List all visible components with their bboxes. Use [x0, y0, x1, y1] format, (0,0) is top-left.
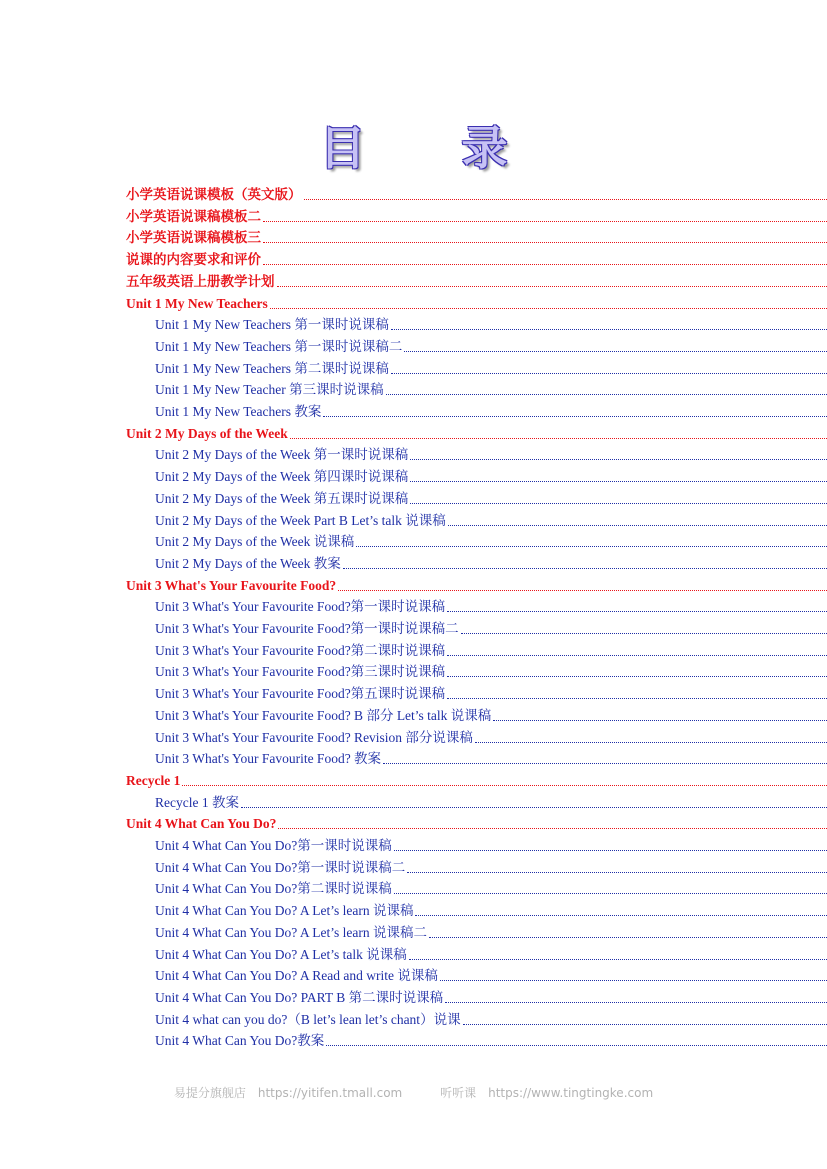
- toc-entry-text: 小学英语说课稿模板二: [126, 208, 261, 224]
- toc-heading[interactable]: [126, 293, 827, 314]
- toc-entry-text: Unit 4 what can you do?（B let’s lean let’s chant）说课: [155, 1011, 461, 1027]
- toc-entry[interactable]: [155, 531, 827, 552]
- toc-entry-text: Unit 4 What Can You Do?第一课时说课稿: [155, 838, 392, 853]
- dot-leader: [448, 524, 827, 526]
- toc-heading[interactable]: [126, 184, 827, 205]
- toc-entry-text: Recycle 1 教案: [155, 794, 239, 810]
- toc-entry-text: Unit 3 What's Your Favourite Food?第一课时说课稿二: [155, 621, 459, 636]
- dot-leader: [415, 914, 827, 916]
- dot-leader: [270, 307, 827, 309]
- toc-entry[interactable]: [155, 661, 827, 682]
- toc-entry-text: Unit 2 My Days of the Week 教案: [155, 555, 341, 571]
- footer-left-name: 易提分旗舰店: [173, 1086, 246, 1100]
- toc-entry-text: Unit 3 What's Your Favourite Food?第二课时说课稿: [155, 642, 446, 658]
- toc-entry[interactable]: [155, 683, 827, 704]
- toc-entry-text: Recycle 1: [126, 772, 181, 788]
- toc-entry-text: Unit 3 What's Your Favourite Food?第三课时说课稿: [155, 664, 446, 680]
- toc-entry-text: Unit 1 My New Teachers 教案: [155, 404, 322, 419]
- toc-entry[interactable]: [155, 748, 827, 769]
- toc-entry[interactable]: [155, 618, 827, 639]
- dot-leader: [440, 979, 827, 981]
- dot-leader: [493, 719, 827, 721]
- toc-entry[interactable]: [155, 466, 827, 487]
- toc-entry-text: Unit 4 What Can You Do? A Let’s talk 说课稿: [155, 946, 407, 962]
- toc-entry[interactable]: [155, 944, 827, 965]
- toc-entry-text: Unit 3 What's Your Favourite Food?第五课时说课稿: [155, 686, 446, 702]
- dot-leader: [277, 285, 827, 287]
- toc-entry[interactable]: [155, 401, 827, 422]
- toc-heading[interactable]: [126, 770, 827, 791]
- dot-leader: [386, 393, 827, 395]
- toc-entry-text: 小学英语说课模板（英文版）: [126, 187, 302, 202]
- toc-entry-text: Unit 3 What's Your Favourite Food? 教案: [155, 751, 382, 767]
- toc-entry-text: 小学英语说课稿模板三: [126, 230, 261, 246]
- toc-entry[interactable]: [155, 922, 827, 943]
- footer-left-url[interactable]: https://yitifen.tmall.com: [257, 1086, 403, 1100]
- toc-entry[interactable]: [155, 553, 827, 574]
- toc-entry[interactable]: [155, 878, 827, 899]
- footer-right-name: 听听课: [440, 1086, 477, 1100]
- toc-entry-text: Unit 4 What Can You Do?第二课时说课稿: [155, 881, 392, 897]
- toc-entry[interactable]: [155, 640, 827, 661]
- toc-entry-text: Unit 2 My Days of the Week 说课稿: [155, 534, 355, 550]
- dot-leader: [475, 741, 827, 743]
- toc-entry-text: Unit 1 My New Teachers: [126, 295, 268, 311]
- toc-entry-text: 五年级英语上册教学计划: [126, 273, 275, 289]
- dot-leader: [404, 350, 827, 352]
- toc-heading[interactable]: [126, 249, 827, 270]
- dot-leader: [461, 632, 827, 634]
- dot-leader: [391, 372, 827, 374]
- dot-leader: [323, 415, 827, 417]
- toc-entry-text: Unit 4 What Can You Do?: [126, 816, 277, 832]
- toc-entry[interactable]: [155, 1009, 827, 1030]
- toc-entry[interactable]: [155, 336, 827, 357]
- toc-entry-text: Unit 4 What Can You Do?第一课时说课稿二: [155, 859, 406, 875]
- dot-leader: [391, 328, 827, 330]
- toc-entry[interactable]: [155, 444, 827, 465]
- toc-entry-text: Unit 1 My New Teachers 第一课时说课稿二: [155, 338, 403, 354]
- toc-entry-text: Unit 4 What Can You Do? A Let’s learn 说课稿: [155, 903, 414, 919]
- toc-heading[interactable]: [126, 206, 827, 227]
- dot-leader: [278, 827, 827, 829]
- toc-entry[interactable]: [155, 314, 827, 335]
- toc-entry[interactable]: [155, 857, 827, 878]
- dot-leader: [447, 610, 827, 612]
- toc-entry[interactable]: [155, 705, 827, 726]
- dot-leader: [410, 480, 827, 482]
- toc-entry[interactable]: [155, 835, 827, 856]
- toc-heading[interactable]: [126, 575, 827, 596]
- toc-entry[interactable]: [155, 596, 827, 617]
- toc-entry-text: Unit 2 My Days of the Week Part B Let’s talk 说课稿: [155, 512, 446, 528]
- dot-leader: [463, 1023, 827, 1025]
- dot-leader: [447, 675, 827, 677]
- footer-right-url[interactable]: https://www.tingtingke.com: [488, 1086, 654, 1100]
- dot-leader: [383, 762, 827, 764]
- toc-heading[interactable]: [126, 423, 827, 444]
- toc-entry[interactable]: [155, 488, 827, 509]
- dot-leader: [182, 784, 827, 786]
- dot-leader: [326, 1044, 827, 1046]
- dot-leader: [429, 936, 827, 938]
- toc-entry[interactable]: [155, 792, 827, 813]
- toc-entry[interactable]: [155, 1030, 827, 1051]
- page-title: 目 录: [319, 121, 548, 175]
- toc-heading[interactable]: [126, 271, 827, 292]
- toc-entry-text: 说课的内容要求和评价: [126, 252, 261, 268]
- dot-leader: [410, 502, 827, 504]
- toc-entry-text: Unit 4 What Can You Do? A Let’s learn 说课稿二: [155, 924, 427, 940]
- toc-entry-text: Unit 1 My New Teachers 第二课时说课稿: [155, 360, 389, 376]
- dot-leader: [410, 458, 827, 460]
- toc-entry-text: Unit 1 My New Teachers 第一课时说课稿: [155, 317, 389, 333]
- toc-entry-text: Unit 3 What's Your Favourite Food? Revision 部分说课稿: [155, 729, 473, 745]
- dot-leader: [338, 589, 827, 591]
- toc-entry[interactable]: [155, 987, 827, 1008]
- dot-leader: [304, 198, 827, 200]
- dot-leader: [263, 241, 827, 243]
- toc-entry[interactable]: [155, 510, 827, 531]
- dot-leader: [263, 220, 827, 222]
- toc-entry-text: Unit 3 What's Your Favourite Food?: [126, 577, 337, 593]
- dot-leader: [290, 437, 827, 439]
- dot-leader: [343, 567, 827, 569]
- dot-leader: [409, 958, 827, 960]
- dot-leader: [394, 849, 827, 851]
- dot-leader: [263, 263, 827, 265]
- dot-leader: [407, 871, 827, 873]
- toc-entry[interactable]: [155, 727, 827, 748]
- toc-entry[interactable]: [155, 965, 827, 986]
- toc-entry-text: Unit 4 What Can You Do?教案: [155, 1033, 325, 1049]
- toc-entry-text: Unit 3 What's Your Favourite Food? B 部分 Let’s talk 说课稿: [155, 707, 492, 723]
- dot-leader: [447, 697, 827, 699]
- toc-entry[interactable]: [155, 358, 827, 379]
- dot-leader: [241, 806, 827, 808]
- footer: [0, 1084, 827, 1101]
- toc-entry-text: Unit 2 My Days of the Week 第五课时说课稿: [155, 490, 409, 506]
- toc-entry-text: Unit 2 My Days of the Week: [126, 425, 288, 441]
- dot-leader: [445, 1001, 827, 1003]
- toc-entry-text: Unit 3 What's Your Favourite Food?第一课时说课稿: [155, 599, 446, 615]
- toc-heading[interactable]: [126, 813, 827, 834]
- dot-leader: [394, 892, 827, 894]
- toc-entry-text: Unit 1 My New Teacher 第三课时说课稿: [155, 382, 384, 398]
- dot-leader: [447, 654, 827, 656]
- toc-entry-text: Unit 4 What Can You Do? PART B 第二课时说课稿: [155, 989, 444, 1005]
- toc-entry[interactable]: [155, 900, 827, 921]
- toc-entry[interactable]: [155, 379, 827, 400]
- toc-entry-text: Unit 2 My Days of the Week 第四课时说课稿: [155, 469, 409, 485]
- dot-leader: [356, 545, 827, 547]
- toc-entry-text: Unit 4 What Can You Do? A Read and write 说课稿: [155, 968, 438, 984]
- toc-entry-text: Unit 2 My Days of the Week 第一课时说课稿: [155, 447, 409, 463]
- toc-heading[interactable]: [126, 227, 827, 248]
